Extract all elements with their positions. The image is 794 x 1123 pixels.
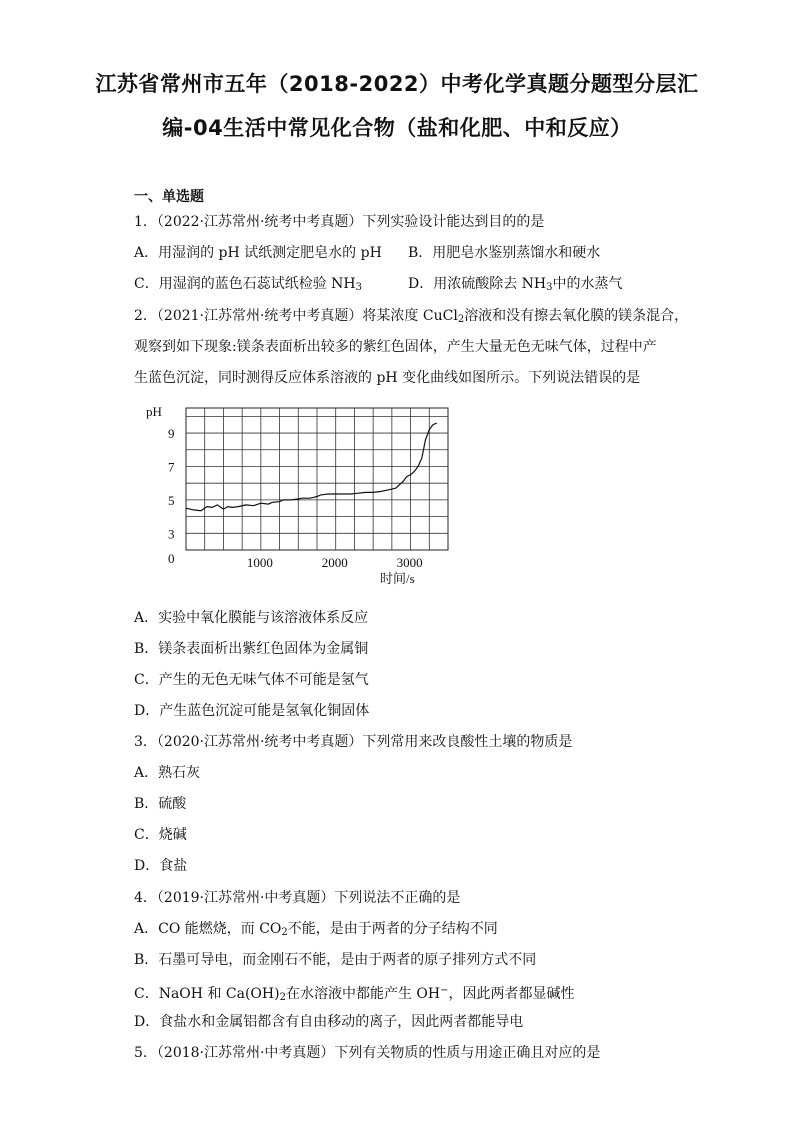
q2-option-b: B．镁条表面析出紫红色固体为金属铜 xyxy=(134,641,369,657)
chart-y-tick-label: 5 xyxy=(168,492,175,508)
q4-option-c-sup: − xyxy=(440,985,449,996)
document-title-line2: 编-04生活中常见化合物（盐和化肥、中和反应） xyxy=(162,116,632,140)
chart-grid xyxy=(186,408,448,550)
q2-stem-line3: 生蓝色沉淀，同时测得反应体系溶液的 pH 变化曲线如图所示。下列说法错误的是 xyxy=(134,370,641,386)
q1-option-b: B．用肥皂水鉴别蒸馏水和硬水 xyxy=(408,245,601,261)
q3-option-b: B．硫酸 xyxy=(134,796,187,812)
q4-option-c-sub: 2 xyxy=(279,992,286,1003)
q1-option-c xyxy=(134,274,362,298)
document-title-line1: 江苏省常州市五年（2018-2022）中考化学真题分题型分层汇 xyxy=(95,72,699,96)
q3-option-c: C．烧碱 xyxy=(134,827,187,843)
q4-option-c-tail: ，因此两者都显碱性 xyxy=(448,986,575,1002)
q4-option-a-tail: 不能，是由于两者的分子结构不同 xyxy=(287,921,498,937)
q1-option-d xyxy=(408,274,623,298)
q1-option-c-text: C．用湿润的蓝色石蕊试纸检验 NH xyxy=(134,276,356,292)
q3-option-a: A．熟石灰 xyxy=(134,765,201,781)
chart-y-tick-label: 7 xyxy=(168,459,175,475)
chart-x-tick-label: 3000 xyxy=(396,555,423,570)
section-heading: 一、单选题 xyxy=(134,189,204,205)
q4-option-c xyxy=(134,981,574,1008)
q2-stem-line1 xyxy=(134,306,688,330)
chart-y-axis-label: pH xyxy=(146,404,162,419)
ph-curve-chart xyxy=(140,398,460,593)
q1-option-c-sub: 3 xyxy=(355,282,362,293)
q1-option-d-sub: 3 xyxy=(546,282,553,293)
chart-y-tick-label: 3 xyxy=(168,526,175,542)
chart-x-tick-label: 1000 xyxy=(246,555,273,570)
q1-stem: 1．（2022·江苏常州·统考中考真题）下列实验设计能达到目的的是 xyxy=(134,214,545,230)
q2-option-c: C．产生的无色无味气体不可能是氢气 xyxy=(134,672,369,688)
q2-option-a: A．实验中氧化膜能与该溶液体系反应 xyxy=(134,610,369,626)
q4-option-b: B．石墨可导电，而金刚石不能，是由于两者的原子排列方式不同 xyxy=(134,952,537,968)
q2-stem-line1-tail: 溶液和没有擦去氧化膜的镁条混合， xyxy=(464,308,689,324)
chart-y-tick-label: 9 xyxy=(168,426,175,442)
q3-stem: 3．（2020·江苏常州·统考中考真题）下列常用来改良酸性土壤的物质是 xyxy=(134,734,573,750)
chart-x-tick-label: 2000 xyxy=(321,555,348,570)
q4-option-c-mid: 在水溶液中都能产生 OH xyxy=(285,986,441,1002)
q2-stem-line1-sub: 2 xyxy=(457,314,465,325)
q4-option-c-text: C．NaOH 和 Ca(OH) xyxy=(134,986,280,1002)
q1-option-d-tail: 中的水蒸气 xyxy=(552,276,623,292)
q4-stem: 4．（2019·江苏常州·中考真题）下列说法不正确的是 xyxy=(134,890,461,906)
q4-option-d: D．食盐水和金属铝都含有自由移动的离子，因此两者都能导电 xyxy=(134,1014,524,1030)
chart-origin-label: 0 xyxy=(168,551,175,566)
q4-option-a-sub: 2 xyxy=(281,927,288,938)
q4-option-a xyxy=(134,919,498,943)
q2-stem-line2: 观察到如下现象:镁条表面析出较多的紫红色固体，产生大量无色无味气体，过程中产 xyxy=(134,339,657,355)
q1-option-d-text: D．用浓硫酸除去 NH xyxy=(408,276,547,292)
q5-stem: 5．（2018·江苏常州·中考真题）下列有关物质的性质与用途正确且对应的是 xyxy=(134,1045,601,1061)
chart-tick-labels xyxy=(168,426,423,570)
q3-option-d: D．食盐 xyxy=(134,858,188,874)
q2-option-d: D．产生蓝色沉淀可能是氢氧化铜固体 xyxy=(134,703,370,719)
q1-option-a: A．用湿润的 pH 试纸测定肥皂水的 pH xyxy=(134,245,382,261)
q4-option-a-text: A．CO 能燃烧，而 CO xyxy=(134,921,282,937)
chart-x-axis-label: 时间/s xyxy=(380,571,415,586)
q2-stem-line1-text: 2．（2021·江苏常州·统考中考真题）将某浓度 CuCl xyxy=(134,308,458,324)
